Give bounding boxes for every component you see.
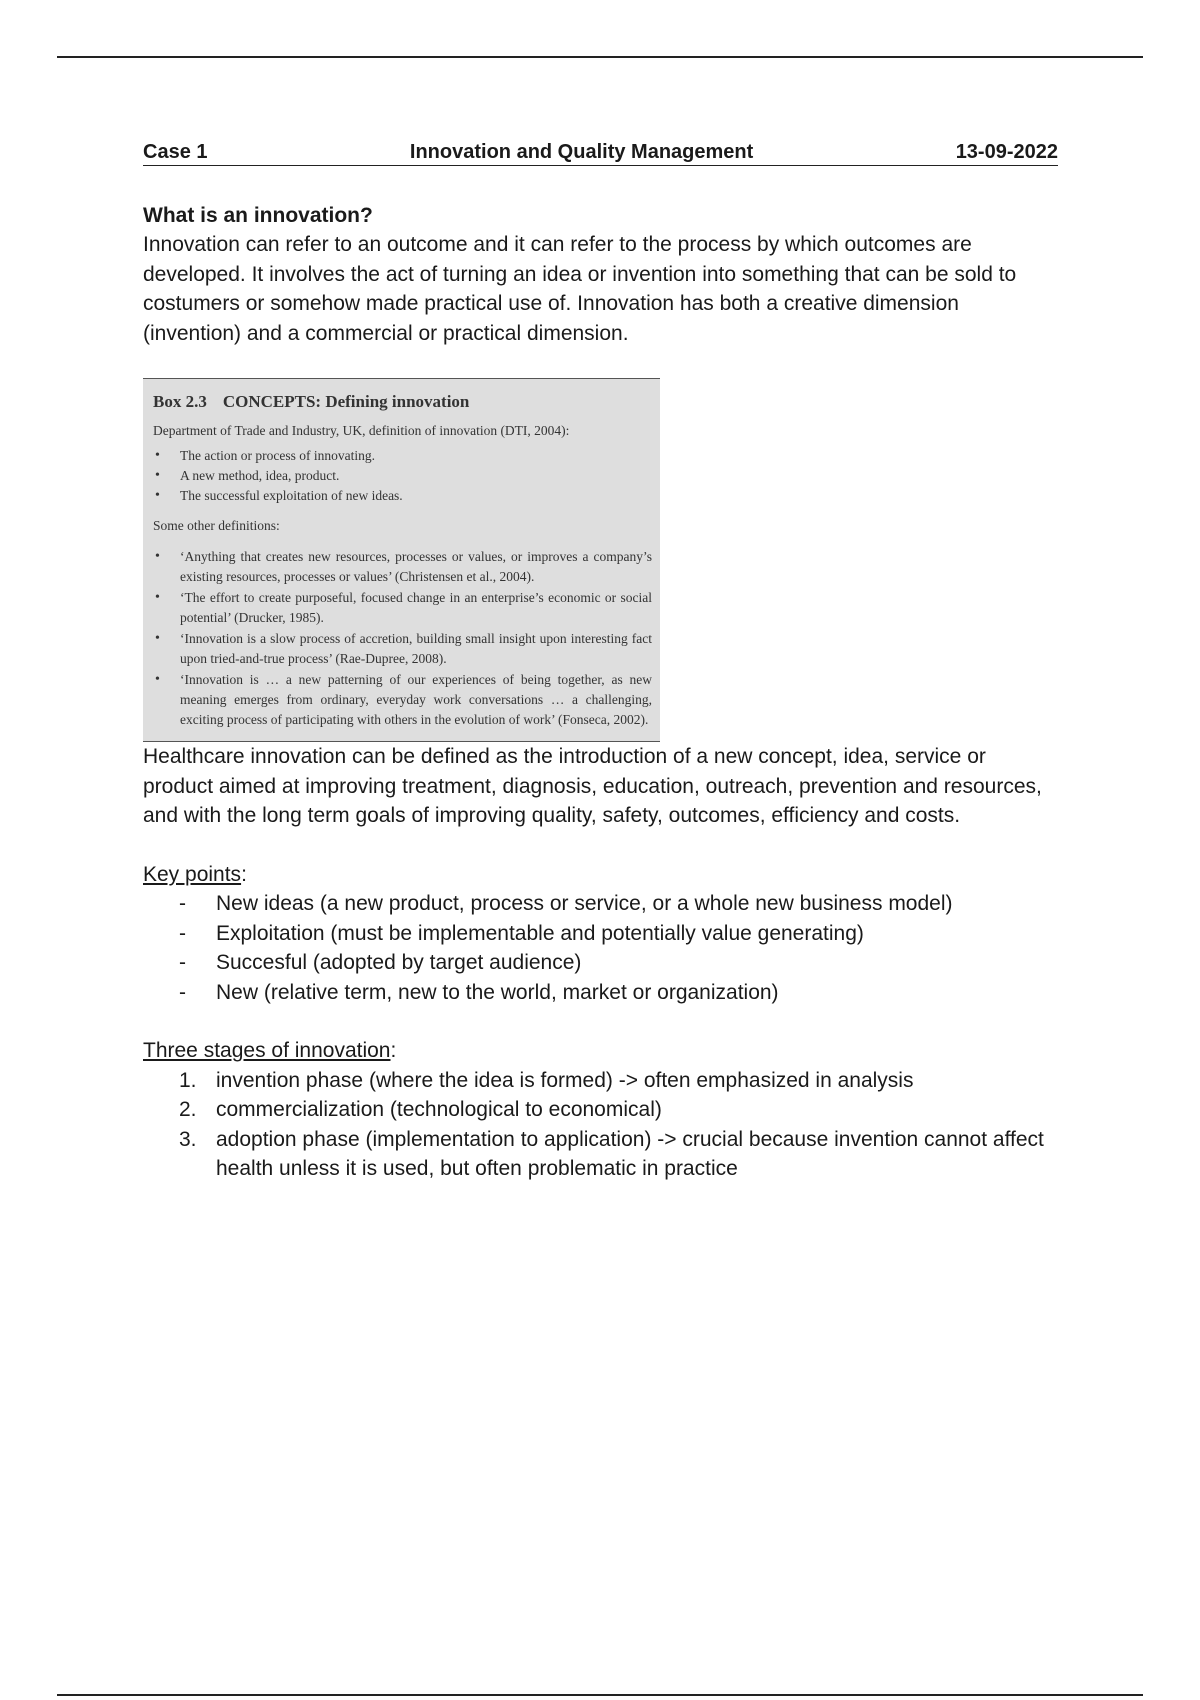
- key-points-title: Key points: [143, 862, 242, 886]
- box-heading: CONCEPTS: Defining innovation: [222, 392, 470, 411]
- header-course: Innovation and Quality Management: [409, 141, 754, 163]
- box-other-line: Some other definitions:: [153, 518, 280, 533]
- definitions-list: [153, 547, 652, 730]
- list-item: - New ideas (a new product, process or service, or a whole new business model): [143, 889, 1058, 919]
- key-points-heading: [143, 860, 1058, 890]
- top-rule: [57, 56, 1143, 58]
- item-number: 3.: [179, 1127, 197, 1151]
- header-case: Case 1: [143, 141, 208, 163]
- healthcare-paragraph: Healthcare innovation can be defined as the introduction of a new concept, idea, service or product aimed at improving treatment, diagnosis, education, outreach, prevention and resources, and with the long term goals of improving quality, safety, outcomes, efficiency and costs.: [143, 745, 1042, 827]
- box-number: Box 2.3: [153, 392, 207, 411]
- list-item: • ‘Innovation is … a new patterning of our experiences of being together, as new meaning emerges from ordinary, everyday work conversations … a challenging, exciting process of participating with others in the evolution of work’ (Fonseca, 2002).: [153, 670, 652, 730]
- section-title: What is an innovation?: [143, 204, 373, 227]
- item-text: commercialization (technological to economical): [216, 1098, 662, 1121]
- stages-list: [143, 1066, 1058, 1184]
- dti-list: [153, 446, 652, 506]
- list-item: • ‘The effort to create purposeful, focused change in an enterprise’s economic or social potential’ (Drucker, 1985).: [153, 588, 652, 628]
- key-points-list: [143, 889, 1058, 1007]
- list-item: [143, 1095, 1058, 1125]
- stages-colon: :: [390, 1039, 397, 1062]
- item-text: invention phase (where the idea is formed) -> often emphasized in analysis: [216, 1068, 914, 1092]
- list-item: • ‘Anything that creates new resources, processes or values, or improves a company’s existing resources, processes or values’ (Christensen et al., 2004).: [153, 547, 652, 587]
- list-item: [143, 1125, 1058, 1184]
- item-number: 2.: [179, 1098, 197, 1121]
- bottom-rule: [57, 1694, 1143, 1696]
- item-text: adoption phase (implementation to application) -> crucial because invention cannot affect health unless it is used, but often problematic in practice: [216, 1127, 1044, 1180]
- box-title: [153, 391, 652, 413]
- key-points-colon: :: [241, 862, 247, 886]
- list-item: - Exploitation (must be implementable and potentially value generating): [143, 919, 1058, 949]
- document-page: [143, 140, 1058, 1184]
- list-item: • A new method, idea, product.: [153, 466, 652, 486]
- list-item: - New (relative term, new to the world, market or organization): [143, 978, 1058, 1008]
- list-item: - Succesful (adopted by target audience): [143, 948, 1058, 978]
- list-item: • ‘Innovation is a slow process of accretion, building small insight upon interesting fact upon tried-and-true process’ (Rae-Dupree, 2008).: [153, 629, 652, 669]
- list-item: [143, 1066, 1058, 1096]
- stages-title: Three stages of innovation: [143, 1039, 391, 1062]
- stages-heading: [143, 1036, 1058, 1066]
- intro-paragraph: Innovation can refer to an outcome and it can refer to the process by which outcomes are developed. It involves the act of turning an idea or invention into something that can be sold to costumers or somehow made practical use of. Innovation has both a creative dimension (invention) and a commercial or practical dimension.: [143, 233, 1017, 345]
- item-number: 1.: [179, 1068, 197, 1092]
- list-item: • The successful exploitation of new ideas.: [153, 486, 652, 506]
- list-item: • The action or process of innovating.: [153, 446, 652, 466]
- box-dti-line: Department of Trade and Industry, UK, definition of innovation (DTI, 2004):: [153, 423, 570, 438]
- page-header: [143, 140, 1058, 166]
- concept-box: [143, 378, 660, 742]
- header-date: 13-09-2022: [955, 141, 1058, 163]
